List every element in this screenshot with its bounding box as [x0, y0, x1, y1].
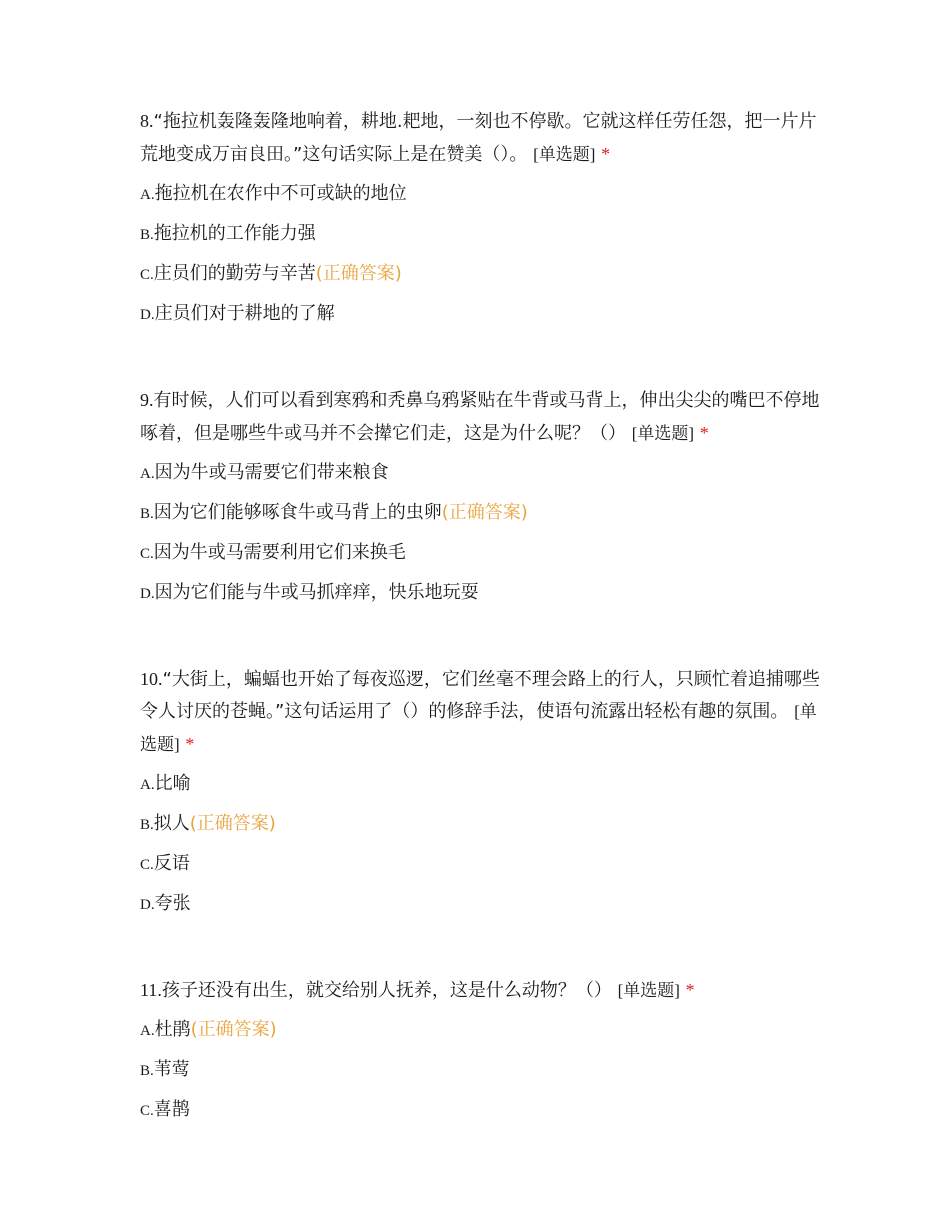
option-d [140, 580, 820, 607]
option-letter: B. [140, 817, 154, 833]
question-body: “拖拉机轰隆轰隆地响着，耕地.耙地，一刻也不停歇。它就这样任劳任怨，把一片片荒地变成万亩良田。”这句话实际上是在赞美（）。 [140, 111, 817, 165]
option-letter: B. [140, 506, 154, 522]
option-letter: D. [140, 586, 155, 602]
option-d [140, 301, 820, 328]
option-text: 庄员们的勤劳与辛苦 [153, 263, 316, 284]
question-11 [140, 974, 820, 1124]
option-b [140, 221, 820, 248]
option-letter: A. [140, 187, 155, 203]
question-body: “大街上，蝙蝠也开始了每夜巡逻，它们丝毫不理会路上的行人，只顾忙着追捕哪些令人讨厌的苍蝇。”这句话运用了（）的修辞手法，使语句流露出轻松有趣的氛围。 [140, 669, 820, 722]
option-a [140, 771, 820, 798]
question-type-label: [单选题] [631, 424, 695, 443]
question-type-label: [单选题] [140, 702, 817, 754]
option-c [140, 1097, 820, 1124]
required-mark: * [699, 423, 709, 443]
option-text: 拟人 [153, 813, 190, 834]
option-text: 因为它们能够啄食牛或马背上的虫卵 [153, 502, 442, 523]
option-text: 庄员们对于耕地的了解 [154, 303, 335, 324]
option-letter: A. [140, 777, 155, 793]
option-c [140, 540, 820, 567]
required-mark: * [685, 980, 695, 1000]
option-letter: C. [140, 546, 154, 562]
required-mark: * [185, 734, 195, 754]
question-number: 8. [140, 111, 154, 131]
question-9 [140, 384, 820, 607]
option-letter: B. [140, 227, 154, 243]
correct-answer-label: (正确答案) [441, 502, 528, 523]
option-a [140, 181, 820, 208]
option-a [140, 1017, 820, 1044]
required-mark: * [601, 144, 611, 164]
question-number: 10. [140, 669, 163, 689]
option-text: 苇莺 [153, 1059, 190, 1080]
quiz-page [140, 105, 820, 1180]
question-8 [140, 105, 820, 328]
option-letter: C. [140, 267, 154, 283]
option-letter: B. [140, 1063, 154, 1079]
question-type-label: [单选题] [617, 981, 680, 1000]
option-text: 夸张 [154, 893, 191, 914]
option-letter: C. [140, 857, 154, 873]
correct-answer-label: (正确答案) [190, 1019, 277, 1040]
option-text: 因为牛或马需要利用它们来换毛 [153, 542, 406, 563]
option-letter: A. [140, 1023, 155, 1039]
question-text [140, 974, 820, 1007]
option-d [140, 891, 820, 918]
correct-answer-label: (正确答案) [189, 813, 276, 834]
option-text: 杜鹃 [154, 1019, 191, 1040]
option-text: 因为它们能与牛或马抓痒痒，快乐地玩耍 [154, 582, 479, 603]
option-c [140, 851, 820, 878]
option-letter: D. [140, 307, 155, 323]
question-type-label: [单选题] [533, 145, 596, 164]
question-text [140, 384, 820, 450]
option-text: 拖拉机的工作能力强 [153, 223, 316, 244]
question-text [140, 663, 820, 761]
option-b [140, 500, 820, 527]
question-number: 9. [140, 390, 154, 410]
option-letter: A. [140, 466, 155, 482]
option-text: 反语 [153, 853, 190, 874]
question-text [140, 105, 820, 171]
option-a [140, 460, 820, 487]
question-body: 有时候，人们可以看到寒鸦和秃鼻乌鸦紧贴在牛背或马背上，伸出尖尖的嘴巴不停地啄着，但是哪些牛或马并不会撵它们走，这是为什么呢？（） [140, 390, 820, 444]
option-c [140, 261, 820, 288]
correct-answer-label: (正确答案) [315, 263, 402, 284]
option-b [140, 1057, 820, 1084]
option-text: 比喻 [154, 773, 191, 794]
question-10 [140, 663, 820, 918]
option-letter: D. [140, 897, 155, 913]
option-letter: C. [140, 1103, 154, 1119]
option-text: 拖拉机在农作中不可或缺的地位 [154, 183, 407, 204]
question-body: 孩子还没有出生，就交给别人抚养，这是什么动物？（） [161, 980, 612, 1001]
question-number: 11. [140, 980, 162, 1000]
option-text: 喜鹊 [153, 1099, 190, 1120]
option-text: 因为牛或马需要它们带来粮食 [154, 462, 389, 483]
option-b [140, 811, 820, 838]
